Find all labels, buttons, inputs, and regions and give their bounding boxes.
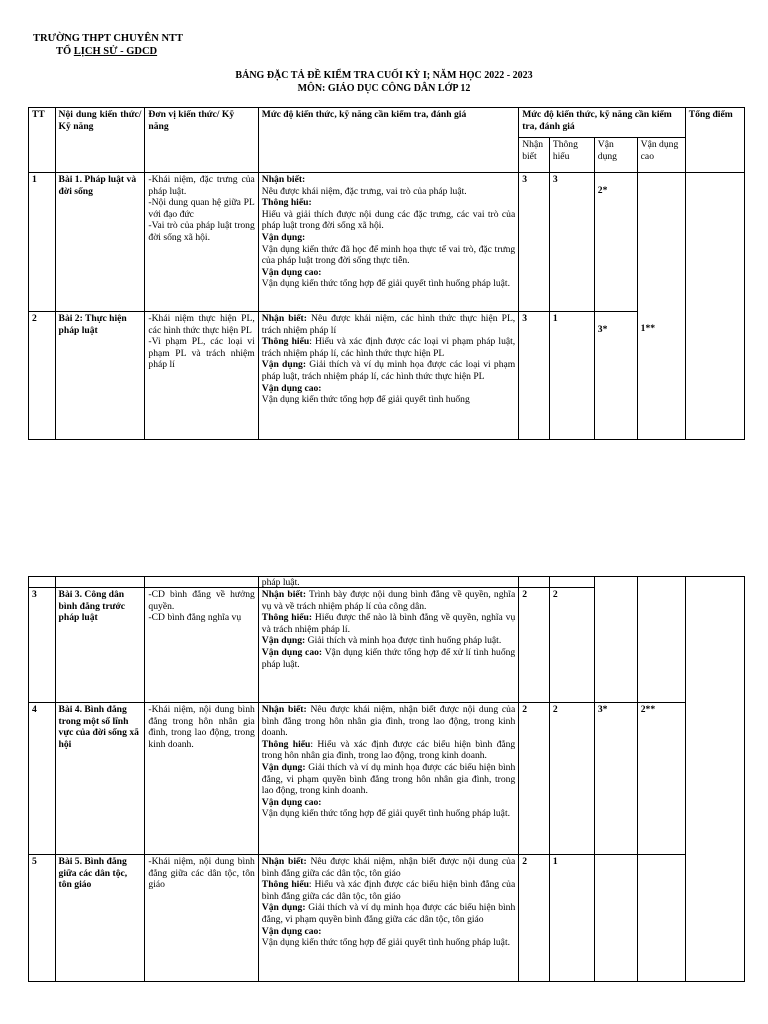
title-line-2: MÔN: GIÁO DỤC CÔNG DÂN LỚP 12 xyxy=(297,82,471,94)
title-line-1: BẢNG ĐẶC TẢ ĐỀ KIỂM TRA CUỐI KỲ I; NĂM HỌC 2022 - 2023 xyxy=(235,70,533,81)
header-vdc: Vận dụng cao xyxy=(637,138,685,173)
row-nb: 2 xyxy=(519,703,550,855)
row-nb: 2 xyxy=(519,855,550,982)
row-tt: 4 xyxy=(29,703,56,855)
department-name: TỔ LỊCH SỬ - GDCD xyxy=(56,46,158,57)
continuation-row xyxy=(29,577,745,588)
row-th: 1 xyxy=(549,312,594,440)
school-name: TRƯỜNG THPT CHUYÊN NTT xyxy=(33,33,184,44)
header-group: Mức độ kiến thức, kỹ năng cần kiểm tra, đánh giá xyxy=(519,108,686,138)
table-row xyxy=(29,312,745,440)
row-tt: 2 xyxy=(29,312,56,440)
row-tt: 3 xyxy=(29,588,56,703)
row-unit: -Khái niệm, đặc trưng của pháp luật. -Nội dung quan hệ giữa PL với đạo đức -Vai trò của pháp luật trong đời sống xã hội. xyxy=(145,173,258,312)
row-levels: Nhận biết: Nêu được khái niệm, đặc trưng, vai trò của pháp luật. Thông hiểu: Hiểu và giải thích được nội dung các đặc trưng, các vai trò của pháp luật trong đời sống xã hội. Vận dụng: Vận dụng kiến thức đã học để minh họa thực tế vai trò, đặc trưng của pháp luật trong đời sống thực tiễn. Vận dụng cao: Vận dụng kiến thức tổng hợp để giải quyết tình huống pháp luật. xyxy=(258,173,518,312)
table-row xyxy=(29,703,745,855)
spec-table-page-1 xyxy=(28,107,745,440)
row-unit: -Khái niệm, nội dung bình đẳng giữa các dân tộc, tôn giáo xyxy=(145,855,258,982)
row-vdc: 2** xyxy=(637,703,685,855)
header-tt: TT xyxy=(29,108,56,173)
header-unit: Đơn vị kiến thức/ Kỹ năng xyxy=(145,108,258,173)
row-content: Bài 3. Công dân bình đẳng trước pháp luật xyxy=(55,588,145,703)
row-th: 3 xyxy=(549,173,594,312)
spec-table-page-2 xyxy=(28,576,745,982)
continuation-text: pháp luật. xyxy=(258,577,518,588)
header-nb: Nhận biết xyxy=(519,138,550,173)
row-content: Bài 4. Bình đẳng trong một số lĩnh vực của đời sống xã hội xyxy=(55,703,145,855)
row-content: Bài 5. Bình đẳng giữa các dân tộc, tôn giáo xyxy=(55,855,145,982)
row-unit: -CD bình đẳng về hưởng quyền. -CD bình đẳng nghĩa vụ xyxy=(145,588,258,703)
header-content: Nội dung kiến thức/ Kỹ năng xyxy=(55,108,145,173)
table-row xyxy=(29,855,745,982)
row-vdc xyxy=(637,855,685,982)
row-th: 2 xyxy=(549,588,594,703)
document-title xyxy=(0,70,768,95)
header-th: Thông hiểu xyxy=(549,138,594,173)
row-vdc: 1** xyxy=(637,173,685,440)
row-levels: Nhận biết: Nêu được khái niệm, các hình thức thực hiện PL, trách nhiệm pháp lí Thông hiểu: Hiểu và xác định được các loại vi phạm pháp luật, trách nhiệm pháp lí, các hình thức thực hiện PL Vận dụng: Giải thích và ví dụ minh họa được các loại vi phạm pháp luật, trách nhiệm pháp lí, các hình thức thực hiện PL Vận dụng cao: Vận dụng kiến thức tổng hợp để giải quyết tình huống xyxy=(258,312,518,440)
row-vd: 2* xyxy=(594,173,637,312)
row-vd xyxy=(594,855,637,982)
row-tt: 1 xyxy=(29,173,56,312)
row-nb: 3 xyxy=(519,312,550,440)
row-nb: 3 xyxy=(519,173,550,312)
row-levels: Nhận biết: Trình bày được nội dung bình đẳng về quyền, nghĩa vụ và về trách nhiệm pháp lí của công dân. Thông hiểu: Hiểu được thế nào là bình đẳng về quyền, nghĩa vụ và trách nhiệm pháp lí. Vận dụng: Giải thích và minh họa được tình huống pháp luật. Vận dụng cao: Vận dụng kiến thức tổng hợp để xử lí tình huống pháp luật. xyxy=(258,588,518,703)
row-content: Bài 1. Pháp luật và đời sống xyxy=(55,173,145,312)
row-nb: 2 xyxy=(519,588,550,703)
header-vd: Vận dụng xyxy=(594,138,637,173)
row-th: 2 xyxy=(549,703,594,855)
row-vd: 3* xyxy=(594,703,637,855)
header-level: Mức độ kiến thức, kỹ năng cần kiểm tra, đánh giá xyxy=(258,108,518,173)
school-header xyxy=(33,32,183,58)
row-unit: -Khái niệm, nội dung bình đẳng trong hôn nhân gia đình, trong lao động, trong kinh doanh. xyxy=(145,703,258,855)
row-levels: Nhận biết: Nêu được khái niệm, nhận biết được nội dung của bình đẳng giữa các dân tộc, tôn giáo Thông hiểu: Hiểu và xác định được các biểu hiện bình đẳng của bình đẳng giữa các dân tộc, tôn giáo Vận dụng: Giải thích và ví dụ minh họa được các biểu hiện bình đẳng, vi phạm quyền bình đẳng giữa các dân tộc, tôn giáo Vận dụng cao: Vận dụng kiến thức tổng hợp để giải quyết tình huống pháp luật. xyxy=(258,855,518,982)
row-content: Bài 2: Thực hiện pháp luật xyxy=(55,312,145,440)
row-tt: 5 xyxy=(29,855,56,982)
row-vd: 3* xyxy=(594,312,637,440)
row-th: 1 xyxy=(549,855,594,982)
header-total: Tổng điểm xyxy=(685,108,744,173)
row-unit: -Khái niệm thực hiện PL, các hình thức thực hiện PL -Vi phạm PL, các loại vi phạm PL và trách nhiệm pháp lí xyxy=(145,312,258,440)
table-row xyxy=(29,173,745,312)
row-total xyxy=(685,173,744,440)
row-levels: Nhận biết: Nêu được khái niệm, nhận biết được nội dung của bình đẳng trong hôn nhân gia đình, trong lao động, trong kinh doanh. Thông hiểu: Hiểu và xác định được các biểu hiện bình đẳng trong hôn nhân gia đình, trong lao động, trong kinh doanh. Vận dụng: Giải thích và ví dụ minh họa được các biểu hiện bình đẳng, vi phạm quyền bình đẳng trong hôn nhân gia đình, trong lao động, trong kinh doanh. Vận dụng cao: Vận dụng kiến thức tổng hợp để giải quyết tình huống pháp luật. xyxy=(258,703,518,855)
